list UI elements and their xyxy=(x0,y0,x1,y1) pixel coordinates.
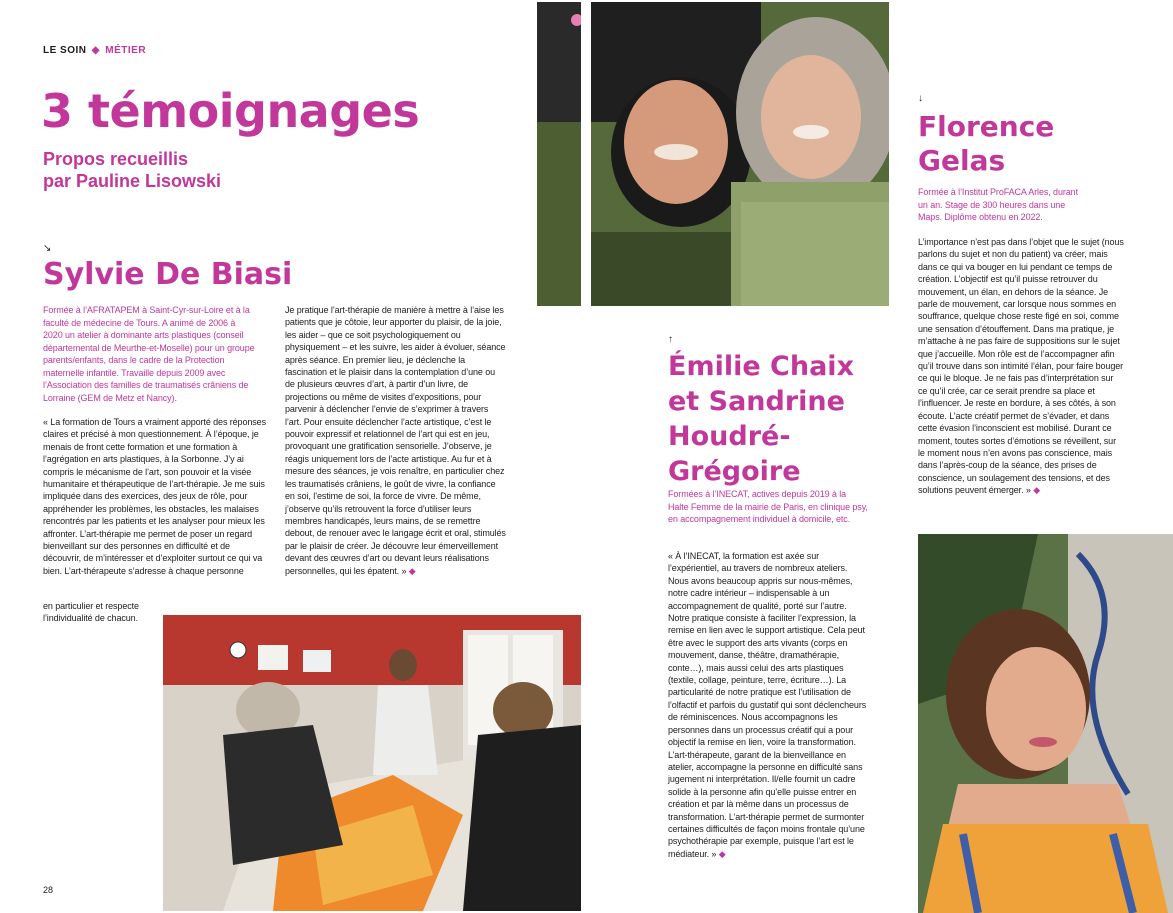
name-florence: Florence Gelas xyxy=(918,110,1055,177)
text-sylvie-1-tail: en particulier et respecte l’individualité de chacun. xyxy=(43,601,139,624)
photo-portrait-left-strip xyxy=(537,2,581,306)
arrow-down-right-icon: ↘ xyxy=(43,243,52,254)
page-title: 3 témoignages xyxy=(41,84,420,138)
end-mark-icon: ◆ xyxy=(718,848,726,859)
photo-art-workshop xyxy=(163,615,581,911)
page-subtitle: Propos recueillis par Pauline Lisowski xyxy=(43,149,222,191)
bio-emilie: Formées à l’INECAT, actives depuis 2019 à la Halte Femme de la mairie de Paris, en clinique psy, en accompagnement individuel à domicile, etc. xyxy=(668,489,868,524)
arrow-down-icon: ↓ xyxy=(918,93,923,104)
section-tag xyxy=(43,45,146,56)
name-emilie-sandrine: Émilie Chaix et Sandrine Houdré- Grégoire xyxy=(668,351,854,487)
name-sylvie: Sylvie De Biasi xyxy=(43,257,293,292)
bio-florence: Formée à l’Institut ProFACA Arles, durant un an. Stage de 300 heures dans une Maps. Diplôme obtenu en 2022. xyxy=(918,187,1078,222)
photo-florence-portrait xyxy=(918,534,1173,913)
photo-portraits-upside-down xyxy=(591,2,889,306)
end-mark-icon: ◆ xyxy=(408,565,416,576)
arrow-up-icon: ↑ xyxy=(668,334,673,345)
end-mark-icon: ◆ xyxy=(1033,485,1041,496)
bio-sylvie: Formée à l’AFRATAPEM à Saint-Cyr-sur-Loire et à la faculté de médecine de Tours. A animé de 2006 à 2020 un atelier à dominante arts plastiques (conseil départemental de Meurthe-et-Moselle) pour un groupe parents/enfants, dans le cadre de la Protection maternelle infantile. Travaille depuis 2009 avec l’Association des familles de traumatisés crâniens de Lorraine (GEM de Metz et Nancy). xyxy=(43,305,255,403)
text-emilie: « À l’INECAT, la formation est axée sur l’expérientiel, au travers de nombreux ateliers. Nous avons beaucoup appris sur nous-mêmes, notre cadre intérieur – indispensable à un accompagnement de qualité, porté sur l’autre. Notre pratique consiste à faciliter l’expression, la remise en lien avec le support artistique. Cela peut être avec le support des arts vivants (corps en mouvement, danse, théâtre, dramathérapie, conte…), mais aussi celui des arts plastiques (textile, collage, peinture, terre, écriture…). La particularité de notre pratique est l’utilisation de l’olfactif et parfois du gustatif qui sont déclencheurs de réminiscences. Nous accompagnons les personnes dans un processus créatif qui a pour objectif la remise en lien, voire la transformation. L’art-thérapeute, garant de la bienveillance en atelier, accompagne la personne en difficulté sans jugement ni interprétation. Il/elle fournit un cadre solide à la personne afin qu’elle puisse entrer en création et par là même dans un processus de transformation. L’art-thérapie permet de surmonter certaines difficultés de façon moins frontale qu’une psychothérapie par exemple, puisque l’art est le médiateur. » ◆ xyxy=(668,551,867,859)
subsection-label: MÉTIER xyxy=(105,45,147,56)
separator-diamond: ◆ xyxy=(91,45,100,56)
page-number: 28 xyxy=(43,885,54,895)
section-label: LE SOIN xyxy=(43,45,87,56)
text-florence: L’importance n’est pas dans l’objet que le sujet (nous parlons du sujet et non du patient) va créer, mais dans ce qui va bouger en lui pendant ce temps de création. L’objectif est qu’il puisse retrouver du mouvement, un élan, en dehors de la séance. Je parle de mouvement, car lorsque nous sommes en souffrance, quelque chose reste figé en soi, comme une sensation d’étouffement. Dans ma pratique, je m’attache à ne pas faire de suppositions sur le sujet que j’accueille. Mon rôle est de l’accompagner afin qu’il trouve dans son intimité l’élan, pour faire bouger ce qui le bloque. Je ne fais pas d’interprétation sur ce qu’il crée, car ce serait prendre sa place et l’influencer. Je reste en bordure, à ses côtés, à son écoute. L’acte créatif permet de s’évader, et dans cette évasion l’inconscient est mobilisé. Durant ce moment, toutes sortes d’émotions se réveillent, sur le moment nous n’en avons pas conscience, mais dans l’après-coup de la séance, des prises de conscience, un soulagement des tensions, et des solutions peuvent émerger. » ◆ xyxy=(918,237,1124,496)
text-sylvie-1: « La formation de Tours a vraiment apporté des réponses claires et précisé à mon questionnement. À l’époque, je menais de front cette formation et une formation à l’agrégation en arts plastiques, à la Sorbonne. J’y ai compris le mécanisme de l’art, son pouvoir et la visée humanitaire et thérapeutique de l’art-thérapie. Je me suis impliquée dans des exercices, des jeux de rôle, pour appréhender les problèmes, les obstacles, les malaises rencontrés par les patients et les analyser pour mieux les affronter. L’art-thérapie me permet de poser un regard bienveillant sur des personnes en difficulté et de découvrir, de m’intéresser et d’exploiter surtout ce qui va bien. L’art-thérapeute s’adresse à chaque personne xyxy=(43,417,266,576)
text-sylvie-2: Je pratique l’art-thérapie de manière à mettre à l’aise les patients que je côtoie, leur apporter du plaisir, de la joie, les aider – que ce soit psychologiquement ou physiquement – et les suivre, les aider à évoluer, séance après séance. En premier lieu, je déclenche la fascination et le plaisir dans la contemplation d’une ou de plusieurs œuvres d’art, à partir d’un livre, de projections ou même de visites d’expositions, pour parvenir à déclencher l’envie de s’exprimer à travers l’art. Pour ensuite déclencher l’acte artistique, c’est le pouvoir expressif et relationnel de l’art qui est en jeu, provoquant une gratification sensorielle. J’observe, je réagis uniquement lors de l’acte artistique. Au fur et à mesure des séances, je vois renaître, en particulier chez les traumatisés crâniens, le goût de vivre, la confiance en soi, l’estime de soi, la force de vivre. De même, j’observe qu’ils retrouvent la force d’utiliser leurs membres handicapés, leurs mains, de se remettre debout, de renouer avec le langage écrit et oral, stimulés par le plaisir de créer. Je découvre leur émerveillement devant des œuvres d’art ou devant leurs réalisations personnelles, qui les épatent. » ◆ xyxy=(285,305,506,576)
